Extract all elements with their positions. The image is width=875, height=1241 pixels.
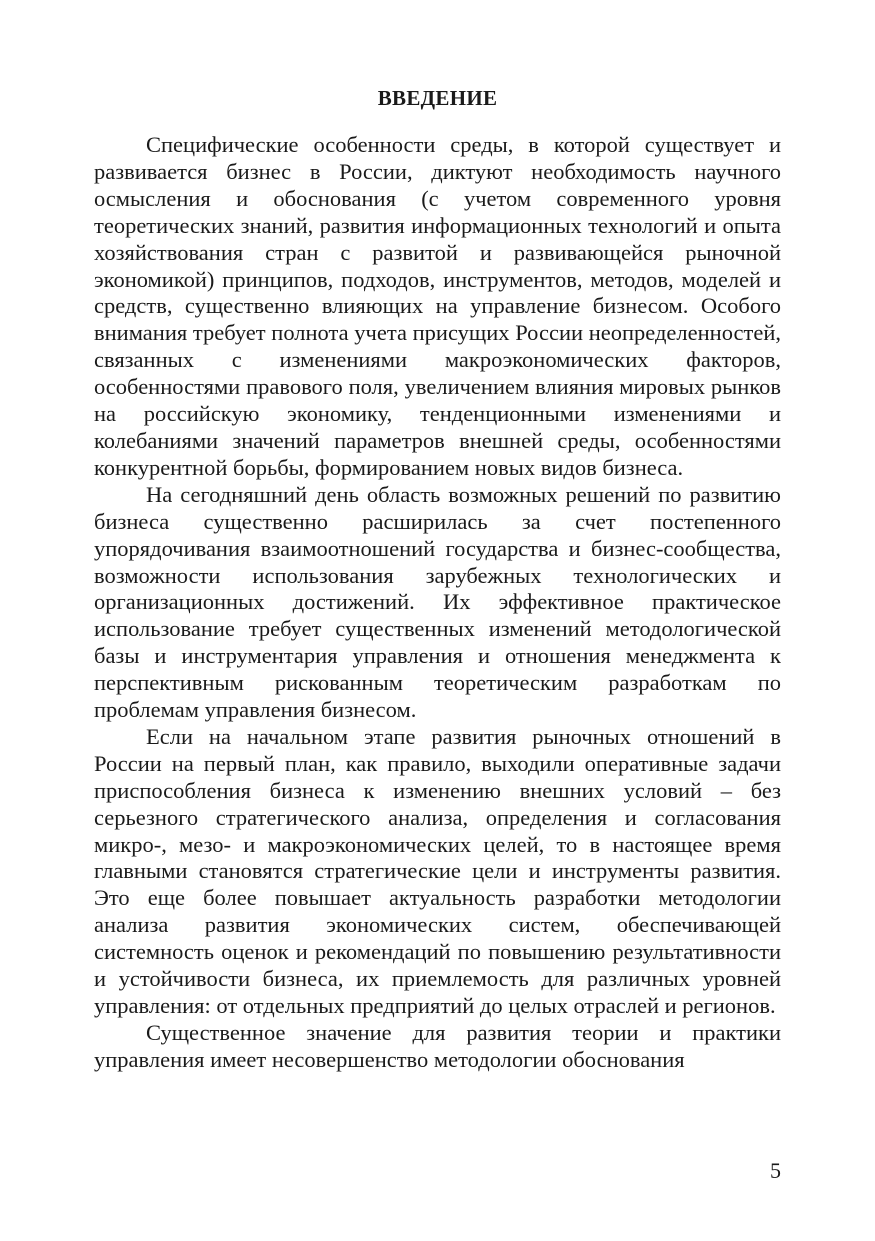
page-title: ВВЕДЕНИЕ <box>377 86 498 110</box>
page-number: 5 <box>770 1158 781 1183</box>
paragraph-3: Если на начальном этапе развития рыночных отношений в России на первый план, как правило, выходили оперативные задачи приспособления бизнеса к изменению внешних условий – без серьезного стратегического анализа, определения и согласования микро-, мезо- и макроэкономических целей, то в настоящее время главными становятся стратегические цели и инструменты развития. Это еще более повышает актуальность разработки методологии анализа развития экономических систем, обеспечивающей системность оценок и рекомендаций по повышению результативности и устойчивости бизнеса, их приемлемость для различных уровней управления: от отдельных предприятий до целых отраслей и регионов. <box>94 723 781 1018</box>
paragraph-2: На сегодняшний день область возможных решений по развитию бизнеса существенно расширилась за счет постепенного упорядочивания взаимоотношений государства и бизнес-сообщества, возможности использования зарубежных технологических и организационных достижений. Их эффективное практическое использование требует существенных изменений методологической базы и инструментария управления и отношения менеджмента к перспективным рискованным теоретическим разработкам по проблемам управления бизнесом. <box>94 481 781 723</box>
body-text <box>94 132 781 1074</box>
paragraph-1: Специфические особенности среды, в которой существует и развивается бизнес в России, диктуют необходимость научного осмысления и обоснования (с учетом современного уровня теоретических знаний, развития информационных технологий и опыта хозяйствования стран с развитой и развивающейся рыночной экономикой) принципов, подходов, инструментов, методов, моделей и средств, существенно влияющих на управление бизнесом. Особого внимания требует полнота учета присущих России неопределенностей, связанных с изменениями макроэкономических факторов, особенностями правового поля, увеличением влияния мировых рынков на российскую экономику, тенденционными изменениями и колебаниями значений параметров внешней среды, особенностями конкурентной борьбы, формированием новых видов бизнеса. <box>94 132 781 480</box>
paragraph-4: Существенное значение для развития теории и практики управления имеет несовершенство методологии обоснования <box>94 1019 781 1072</box>
